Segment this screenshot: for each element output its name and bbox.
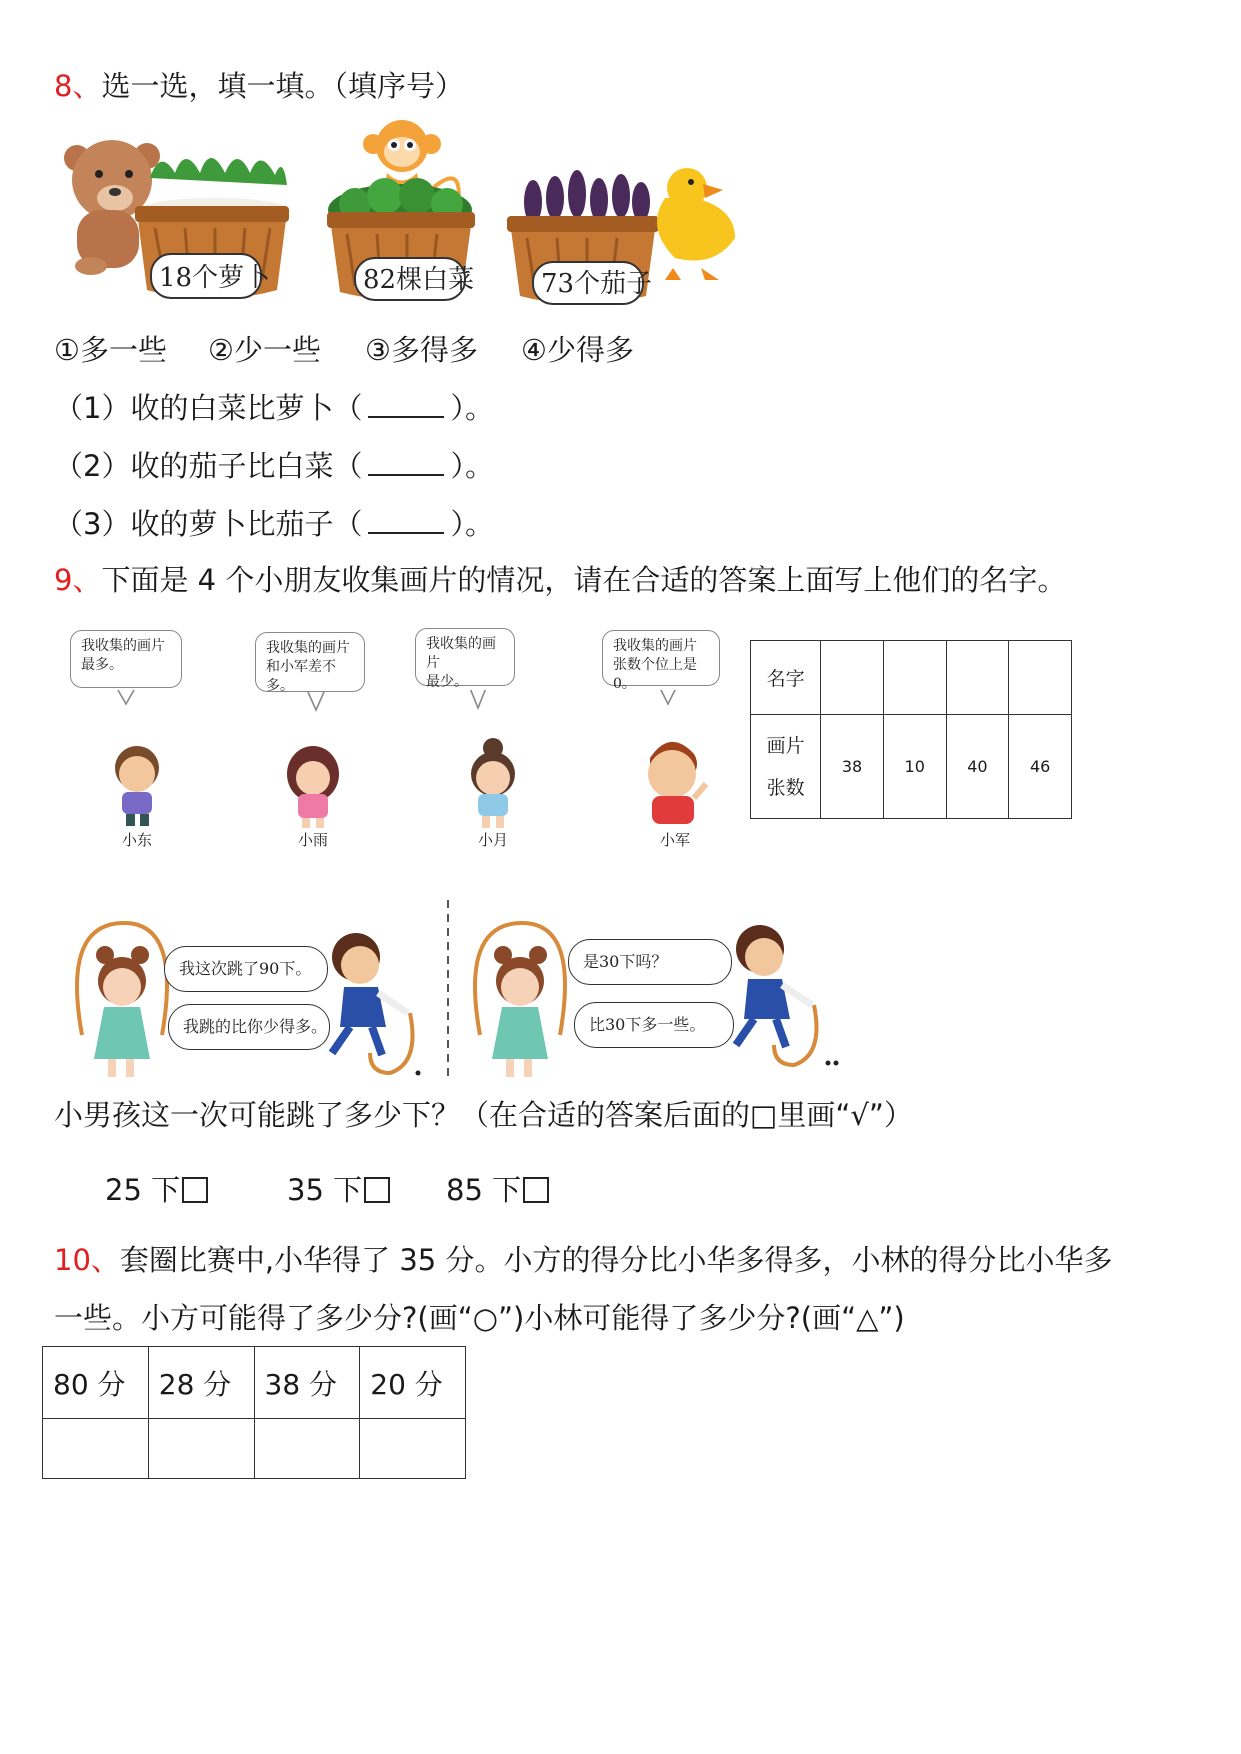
q8-title-text: 选一选，填一填。（填序号） [101,69,464,103]
q10-number: 10、 [54,1243,120,1277]
q8-sub-1: （1）收的白菜比萝卜（ ）。 [54,391,494,425]
q8-option-3: ③多得多 [365,333,478,367]
score-cell: 20 分 [360,1347,466,1419]
boy-left [332,933,413,1073]
answer-blank[interactable] [368,448,444,476]
kid-xiaodong [115,746,159,826]
speech-bubble-4: 我收集的画片 张数个位上是0。 [602,630,720,686]
speech-bubble-2: 我收集的画片 和小军差不多。 [255,632,365,692]
mark-cell[interactable] [43,1419,149,1479]
q8-title [54,66,464,106]
count-cell: 40 [946,715,1009,819]
duck-illustration [657,168,735,280]
kid-name-xiaodong: 小东 [122,831,153,849]
kid-xiaoyu [287,746,339,828]
cabbage-basket [327,178,475,300]
count-cell: 46 [1009,715,1072,819]
answer-blank[interactable] [368,390,444,418]
q8-option-4: ④少得多 [521,333,634,367]
basket-label-radish: 18个萝卜 [159,263,271,293]
q8-illustration [55,118,745,318]
basket-label-eggplant: 73个茄子 [541,269,653,299]
q10-line-1: 10、套圈比赛中,小华得了 35 分。小方的得分比小华多得多，小林的得分比小华多 [54,1243,1113,1277]
q9-rope-question: 小男孩这一次可能跳了多少下？（在合适的答案后面的□里画“√”） [54,1098,913,1132]
choice-checkbox-25[interactable] [182,1177,208,1203]
score-cell: 28 分 [148,1347,254,1419]
girl-left [77,923,167,1077]
q8-option-1: ①多一些 [54,333,167,367]
girl-right [475,923,565,1077]
name-cell[interactable] [821,641,884,715]
name-cell[interactable] [946,641,1009,715]
q9-title [54,560,1066,600]
score-cell: 80 分 [43,1347,149,1419]
name-cell[interactable] [1009,641,1072,715]
count-row-label: 画片 张数 [751,715,821,819]
kid-name-xiaoyu: 小雨 [298,831,329,849]
q8-number: 8、 [54,69,102,103]
answer-blank[interactable] [368,506,444,534]
rope-left-speech-2: 我跳的比你少得多。 [168,1004,330,1050]
score-cell: 38 分 [254,1347,360,1419]
kids-illustration [60,690,740,830]
speech-bubble-1: 我收集的画片 最多。 [70,630,182,688]
q8-option-2: ②少一些 [208,333,321,367]
score-table [42,1346,466,1479]
basket-label-cabbage: 82棵白菜 [363,265,475,295]
choice-checkbox-85[interactable] [523,1177,549,1203]
speech-bubble-3: 我收集的画片 最少。 [415,628,515,686]
rope-right-speech-1: 是30下吗？ [568,939,732,985]
name-cell[interactable] [883,641,946,715]
rope-right-speech-2: 比30下多一些。 [574,1002,734,1048]
eggplant-basket [507,170,659,304]
kid-xiaojun [648,742,706,824]
mark-cell[interactable] [148,1419,254,1479]
count-cell: 10 [883,715,946,819]
q9-choice-35: 35 下 [287,1170,390,1210]
mark-cell[interactable] [360,1419,466,1479]
radish-basket [135,158,290,299]
count-cell: 38 [821,715,884,819]
q8-sub-3: （3）收的萝卜比茄子（ ）。 [54,507,494,541]
name-row-label: 名字 [751,641,821,715]
kid-name-xiaojun: 小军 [660,831,691,849]
q9-choice-85: 85 下 [446,1170,549,1210]
boy-right [736,925,839,1066]
q9-number: 9、 [54,563,102,597]
q9-title-text: 下面是 4 个小朋友收集画片的情况，请在合适的答案上面写上他们的名字。 [101,563,1067,597]
kid-xiaoyue [471,738,515,828]
kid-name-xiaoyue: 小月 [478,831,509,849]
rope-left-speech-1: 我这次跳了90下。 [164,946,328,992]
q8-sub-2: （2）收的茄子比白菜（ ）。 [54,449,494,483]
name-table [750,640,1072,819]
mark-cell[interactable] [254,1419,360,1479]
choice-checkbox-35[interactable] [364,1177,390,1203]
q9-choice-25: 25 下 [105,1170,208,1210]
q10-line-2: 一些。小方可能得了多少分?(画“○”)小林可能得了多少分?(画“△”) [54,1301,905,1335]
